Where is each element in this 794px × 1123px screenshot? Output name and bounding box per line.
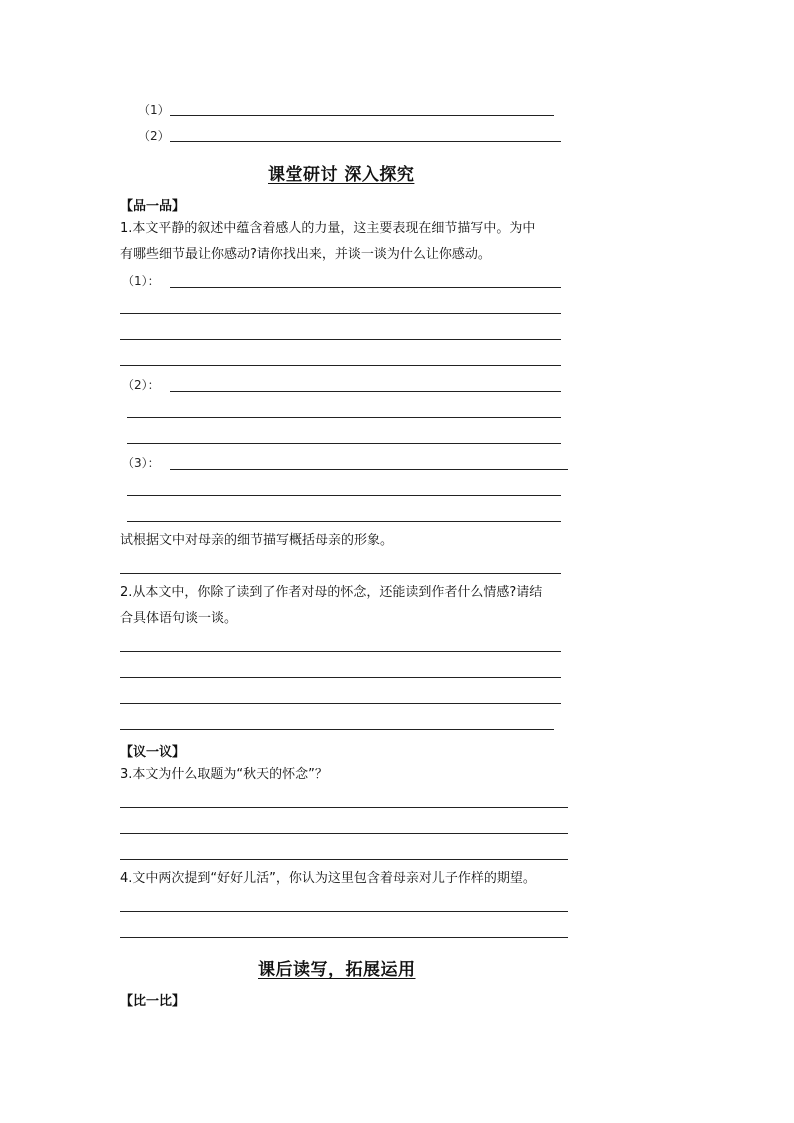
- answer-line[interactable]: [120, 313, 561, 314]
- answer-line[interactable]: [120, 729, 554, 730]
- summary-question: 试根据文中对母亲的细节描写概括母亲的形象。: [120, 533, 394, 548]
- section-title-classroom: 课堂研讨 深入探究: [268, 165, 415, 185]
- answer-line[interactable]: [120, 911, 568, 912]
- answer-line[interactable]: [120, 651, 561, 652]
- section-title-after-class: 课后读写，拓展运用: [258, 960, 416, 980]
- item-1-label: （1）: [138, 103, 170, 117]
- answer-line[interactable]: [127, 443, 561, 444]
- answer-line[interactable]: [120, 365, 561, 366]
- answer-line[interactable]: [120, 339, 561, 340]
- answer-line[interactable]: [120, 937, 568, 938]
- answer-3-label: （3）：: [122, 456, 160, 470]
- section-label-biyibi: 【比一比】: [120, 994, 186, 1009]
- answer-line[interactable]: [170, 141, 561, 142]
- answer-2-label: （2）：: [122, 378, 160, 392]
- answer-line[interactable]: [120, 573, 561, 574]
- section-label-yiyiyi: 【议一议】: [120, 745, 186, 760]
- question-4: 4.文中两次提到“好好儿活”，你认为这里包含着母亲对儿子作样的期望。: [120, 871, 536, 886]
- answer-line[interactable]: [120, 677, 561, 678]
- answer-line[interactable]: [120, 833, 568, 834]
- answer-line[interactable]: [170, 287, 561, 288]
- answer-line[interactable]: [127, 521, 561, 522]
- answer-line[interactable]: [127, 417, 561, 418]
- question-2-line-1: 2.从本文中，你除了读到了作者对母的怀念，还能读到作者什么情感?请结: [120, 585, 543, 600]
- answer-line[interactable]: [127, 495, 561, 496]
- answer-line[interactable]: [120, 807, 568, 808]
- answer-line[interactable]: [170, 115, 554, 116]
- question-2-line-2: 合具体语句谈一谈。: [120, 611, 238, 626]
- item-2-label: （2）: [138, 129, 170, 143]
- question-1-line-1: 1.本文平静的叙述中蕴含着感人的力量，这主要表现在细节描写中。为中: [120, 221, 536, 236]
- answer-1-label: （1）：: [122, 274, 160, 288]
- question-3: 3.本文为什么取题为“秋天的怀念”？: [120, 767, 328, 782]
- answer-line[interactable]: [120, 859, 568, 860]
- section-label-pinyipin: 【品一品】: [120, 199, 186, 214]
- answer-line[interactable]: [170, 391, 561, 392]
- question-1-line-2: 有哪些细节最让你感动?请你找出来，并谈一谈为什么让你感动。: [120, 247, 491, 262]
- answer-line[interactable]: [120, 703, 561, 704]
- answer-line[interactable]: [170, 469, 568, 470]
